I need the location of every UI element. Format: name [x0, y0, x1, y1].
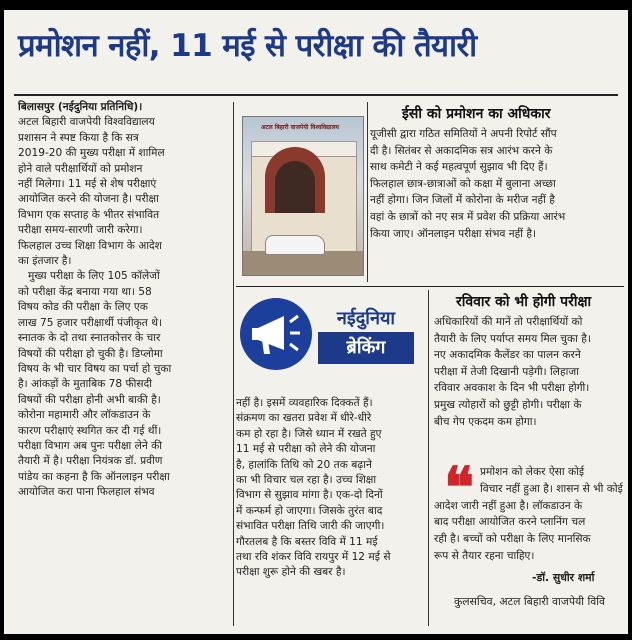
text-line: स्नातक के दो तथा स्नातकोत्तर के चार: [18, 332, 161, 345]
column-divider: [233, 102, 234, 626]
text-line: गौरतलब है कि बस्तर विवि में 11 मई: [236, 535, 378, 548]
box1-title: ईसी को प्रमोशन का अधिकार: [402, 106, 551, 122]
text-line: प्रमुख त्योहारों को छुट्टी होगी। परीक्षा के: [434, 398, 582, 411]
article-column-1: [18, 100, 232, 501]
text-line: परीक्षा में तेजी दिखानी पड़ेगी। लिहाजा: [434, 365, 579, 378]
text-line: नहीं मिलेगा। 11 मई से शेष परीक्षाएं: [18, 178, 157, 191]
text-line: संक्रमण का खतरा प्रवेश में धीरे-धीरे: [236, 412, 372, 425]
text-line: संभावित परीक्षा तिथि जारी की जाएगी।: [236, 520, 385, 533]
text-line: विभाग एक सप्ताह के भीतर संभावित: [18, 208, 160, 221]
text-line: कारण परीक्षाएं स्थगित कर दी गई थीं।: [18, 424, 162, 437]
text-line: 11 मई से परीक्षा को लेने की योजना: [236, 443, 376, 456]
box2-body: [434, 314, 622, 430]
text-line: विचार नहीं हुआ है। शासन से भी कोई: [480, 482, 623, 495]
text-line: 2019-20 की मुख्य परीक्षा में शामिल: [18, 147, 165, 160]
text-line: का भी विचार चल रहा है। उच्च शिक्षा: [236, 474, 377, 487]
text-line: फिलहाल उच्च शिक्षा विभाग के आदेश: [18, 239, 162, 252]
text-line: तैयारी के लिए पर्याप्त समय मिल चुका है।: [434, 332, 591, 345]
text-line: विषयों की परीक्षा हो चुकी है। डिप्लोमा: [18, 347, 163, 360]
text-line: कम हो रहा है। जिसे ध्यान में रखते हुए: [236, 427, 382, 440]
headline: प्रमोशन नहीं, 11 मई से परीक्षा की तैयारी: [18, 28, 477, 64]
text-line: अधिकारियों की मानें तो परीक्षार्थियों को: [434, 316, 583, 328]
text-line: रूप से तैयार रहना चाहिए।: [434, 549, 535, 562]
text-line: फिलहाल छात्र-छात्राओं को कक्षा में बुलाना अच्छा: [370, 177, 556, 190]
text-line: होने वाले परीक्षार्थियों को प्रमोशन: [18, 162, 143, 175]
text-line: किया जाए। ऑनलाइन परीक्षा संभव नहीं है।: [370, 227, 536, 240]
text-line: साथ कमेटी ने कई महत्वपूर्ण सुझाव भी दिए हैं।: [370, 161, 548, 174]
photo-sign-text: अटल बिहारी वाजपेयी विश्वविद्यालय: [261, 124, 340, 131]
text-line: तैयारी में है। परीक्षा नियंत्रक डॉ. प्रवीण: [18, 455, 163, 468]
megaphone-icon: [240, 298, 312, 370]
quote-designation: कुलसचिव, अटल बिहारी वाजपेयी विवि: [454, 595, 606, 608]
university-building-photo: [242, 116, 364, 276]
text-line: विषय कोड की परीक्षा के लिए एक: [18, 301, 148, 314]
text-line: नए अकादमिक कैलेंडर का पालन करने: [434, 349, 581, 362]
logo-name: नईदुनिया: [336, 308, 396, 329]
text-line: पांडेय का कहना है कि ऑनलाइन परीक्षा: [18, 470, 170, 483]
text-line: प्रशासन ने स्पष्ट किया है कि सत्र: [18, 131, 139, 144]
text-line: लाख 75 हजार परीक्षार्थी पंजीकृत थे।: [18, 316, 162, 329]
text-line: का इंतजार है।: [18, 255, 72, 268]
text-line: रविवार अवकाश के दिन भी परीक्षा होगी।: [434, 382, 590, 395]
box1-body: [370, 126, 622, 242]
text-line: में कन्फर्म हो जाएगा। जिसके तुरंत बाद: [236, 504, 383, 517]
quote-icon: ❝: [444, 455, 475, 521]
quote-body: [434, 455, 624, 565]
section-rule: [236, 286, 624, 287]
column-divider: [428, 290, 429, 626]
text-line: आदेश जारी नहीं हुआ है। लॉकडाउन के: [434, 499, 583, 512]
text-line: मुख्य परीक्षा के लिए 105 कॉलेजों: [28, 270, 160, 283]
column-divider: [367, 102, 368, 282]
text-line: परीक्षा समय-सारणी जारी करेगा।: [18, 224, 143, 237]
building-doorway: [275, 161, 315, 213]
text-line: विभाग से सुझाव मांगा है। एक-दो दिनों: [236, 489, 383, 502]
car-shape: [265, 235, 325, 255]
article-column-2: [236, 396, 424, 581]
text-line: परीक्षा विभाग अब पुनः परीक्षा लेने की: [18, 439, 162, 452]
text-line: नहीं है। इसमें व्यवहारिक दिक्कतें हैं।: [236, 397, 373, 409]
text-line: विषयों की परीक्षा होनी अभी बाकी है।: [18, 393, 161, 406]
box2-title: रविवार को भी होगी परीक्षा: [456, 294, 592, 310]
text-line: अटल बिहारी वाजपेयी विश्वविद्यालय: [18, 116, 155, 129]
logo-tag: ब्रेकिंग: [318, 332, 414, 364]
text-line: दी है। सितंबर से अकादमिक सत्र आरंभ करने के: [370, 144, 553, 157]
text-line: है। आंकड़ों के मुताबिक 78 फीसदी: [18, 378, 152, 391]
text-line: बाद परीक्षा आयोजित करने प्लानिंग चल: [434, 516, 586, 529]
text-line: कोरोना महामारी और लॉकडाउन के: [18, 409, 151, 422]
text-line: परीक्षा शुरू होने की खबर है।: [236, 566, 346, 579]
text-line: बीच गेप एकदम कम होगा।: [434, 415, 537, 428]
text-line: नहीं होगा। जिन जिलों में कोरोना के मरीज नहीं है: [370, 194, 555, 207]
dateline: बिलासपुर (नईदुनिया प्रतिनिधि)।: [18, 101, 143, 113]
text-line: यूजीसी द्वारा गठित समितियों ने अपनी रिपोर्ट सौंप: [370, 128, 557, 140]
text-line: को परीक्षा केंद्र बनाया गया था। 58: [18, 285, 152, 298]
quote-author: -डॉ. सुधीर शर्मा: [532, 571, 595, 584]
text-line: रही है। बच्चों को परीक्षा के लिए मानसिक: [434, 533, 591, 546]
text-line: प्रमोशन को लेकर ऐसा कोई: [480, 466, 585, 478]
text-line: आयोजित करने की योजना है। परीक्षा: [18, 193, 159, 206]
text-line: वहां के छात्रों को नए सत्र में प्रवेश की प्रक्रिया आरंभ: [370, 210, 566, 223]
headline-rule: [14, 94, 618, 96]
text-line: है, हालांकि तिथि को 20 तक बढ़ाने: [236, 458, 372, 471]
newspaper-clipping: [4, 10, 628, 634]
text-line: आयोजित करा पाना फिलहाल संभव: [18, 486, 155, 499]
text-line: विषय के भी चार विषय का पर्चा हो चुका: [18, 362, 172, 375]
text-line: तथा रवि शंकर विवि रायपुर में 12 मई से: [236, 551, 391, 564]
